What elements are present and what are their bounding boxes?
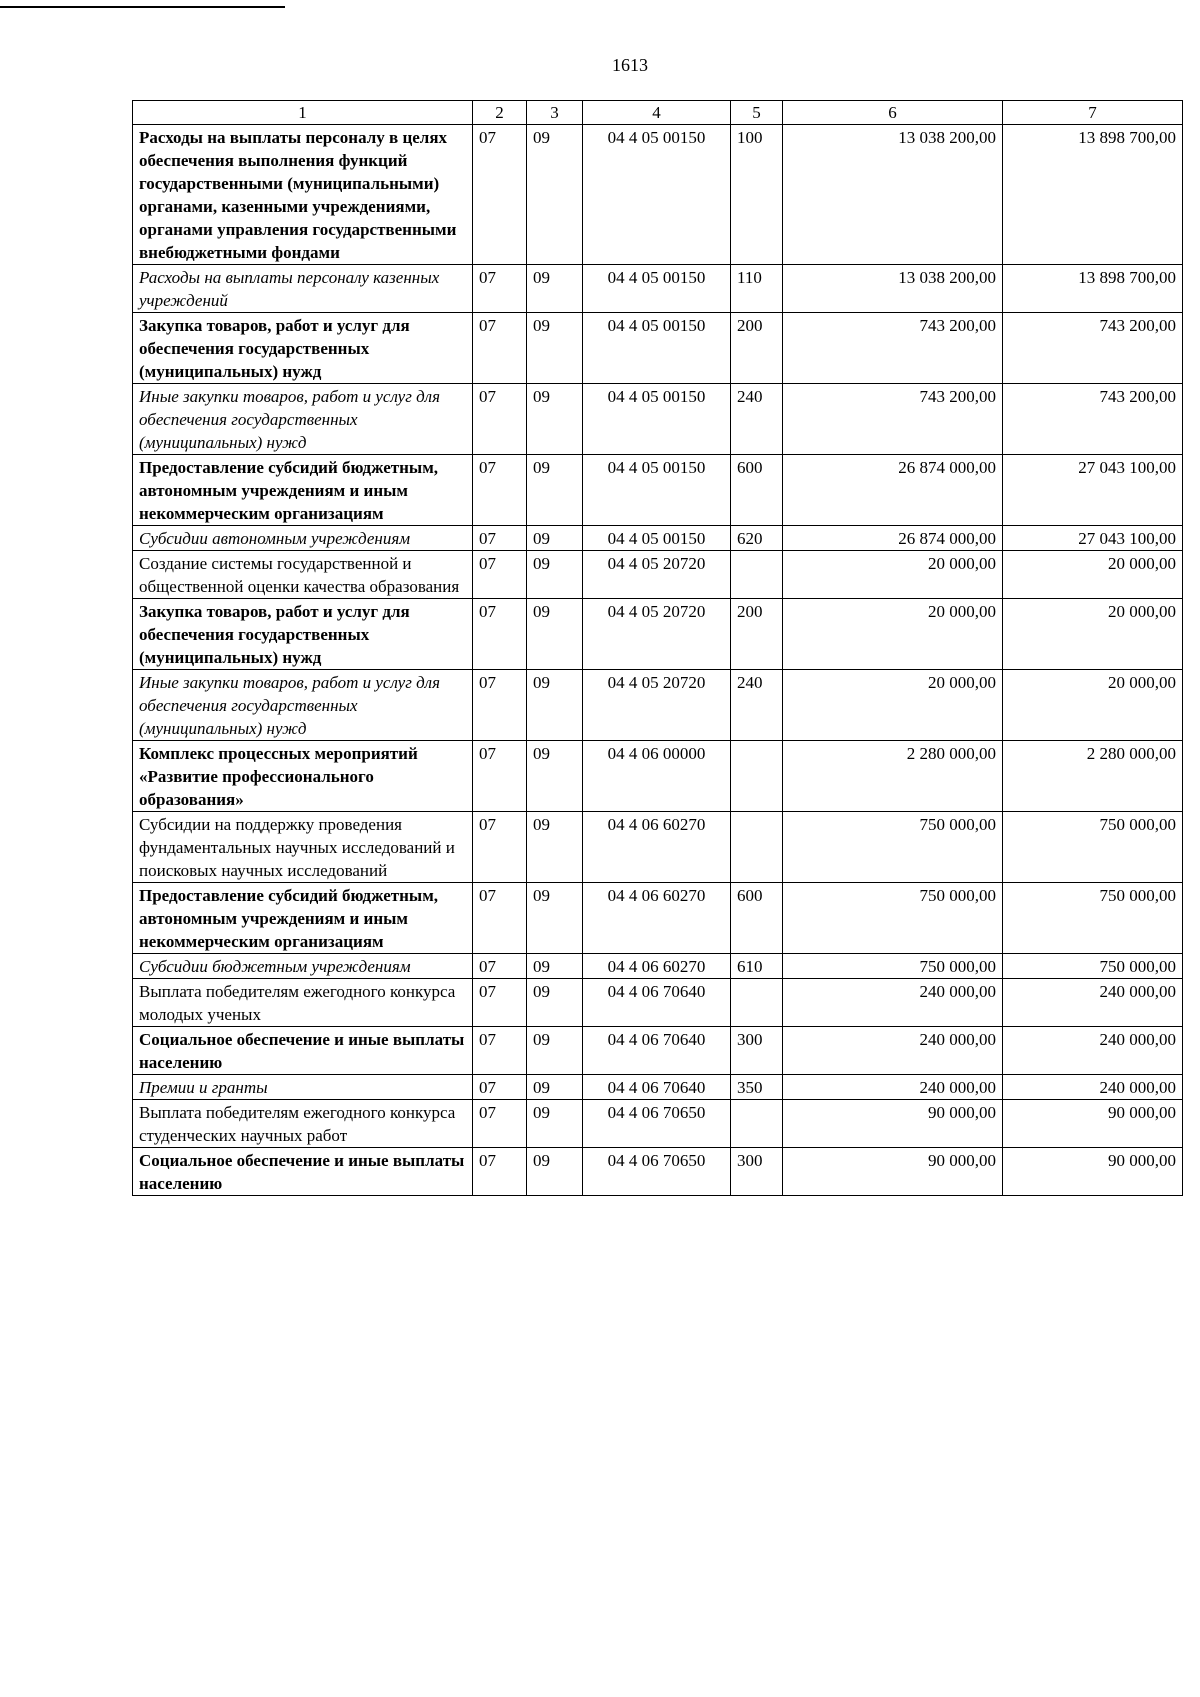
amount-year-1-cell: 750 000,00	[783, 812, 1003, 883]
section-code-cell: 07	[473, 455, 527, 526]
item-name-cell: Предоставление субсидий бюджетным, автономным учреждениям и иным некоммерческим организациям	[133, 883, 473, 954]
table-row	[133, 670, 1183, 741]
expense-type-cell: 240	[731, 384, 783, 455]
table-row	[133, 812, 1183, 883]
subsection-code-cell: 09	[527, 741, 583, 812]
item-name-cell: Субсидии бюджетным учреждениям	[133, 954, 473, 979]
target-article-cell: 04 4 06 00000	[583, 741, 731, 812]
section-code-cell: 07	[473, 883, 527, 954]
amount-year-2-cell: 743 200,00	[1003, 384, 1183, 455]
amount-year-2-cell: 27 043 100,00	[1003, 526, 1183, 551]
amount-year-1-cell: 13 038 200,00	[783, 125, 1003, 265]
expense-type-cell: 100	[731, 125, 783, 265]
header-cell-2: 2	[473, 101, 527, 125]
section-code-cell: 07	[473, 384, 527, 455]
section-code-cell: 07	[473, 313, 527, 384]
table-row	[133, 979, 1183, 1027]
header-cell-6: 6	[783, 101, 1003, 125]
amount-year-1-cell: 90 000,00	[783, 1148, 1003, 1196]
expense-type-cell: 110	[731, 265, 783, 313]
target-article-cell: 04 4 06 60270	[583, 812, 731, 883]
target-article-cell: 04 4 05 00150	[583, 265, 731, 313]
table-row	[133, 599, 1183, 670]
amount-year-1-cell: 20 000,00	[783, 599, 1003, 670]
amount-year-1-cell: 240 000,00	[783, 1075, 1003, 1100]
section-code-cell: 07	[473, 1148, 527, 1196]
subsection-code-cell: 09	[527, 265, 583, 313]
section-code-cell: 07	[473, 1075, 527, 1100]
target-article-cell: 04 4 05 20720	[583, 599, 731, 670]
amount-year-1-cell: 20 000,00	[783, 551, 1003, 599]
table-row	[133, 1075, 1183, 1100]
expense-type-cell: 350	[731, 1075, 783, 1100]
amount-year-2-cell: 27 043 100,00	[1003, 455, 1183, 526]
section-code-cell: 07	[473, 599, 527, 670]
amount-year-1-cell: 240 000,00	[783, 979, 1003, 1027]
amount-year-2-cell: 750 000,00	[1003, 883, 1183, 954]
amount-year-2-cell: 2 280 000,00	[1003, 741, 1183, 812]
section-code-cell: 07	[473, 125, 527, 265]
item-name-cell: Расходы на выплаты персоналу в целях обеспечения выполнения функций государственными (муниципальными) органами, казенными учреждениями, органами управления государственными внебюджетными фондами	[133, 125, 473, 265]
amount-year-2-cell: 750 000,00	[1003, 812, 1183, 883]
table-row	[133, 883, 1183, 954]
subsection-code-cell: 09	[527, 313, 583, 384]
item-name-cell: Выплата победителям ежегодного конкурса студенческих научных работ	[133, 1100, 473, 1148]
amount-year-2-cell: 743 200,00	[1003, 313, 1183, 384]
header-cell-4: 4	[583, 101, 731, 125]
table-header-row	[133, 101, 1183, 125]
amount-year-2-cell: 240 000,00	[1003, 979, 1183, 1027]
section-code-cell: 07	[473, 741, 527, 812]
item-name-cell: Закупка товаров, работ и услуг для обеспечения государственных (муниципальных) нужд	[133, 599, 473, 670]
subsection-code-cell: 09	[527, 1027, 583, 1075]
table-row	[133, 384, 1183, 455]
item-name-cell: Расходы на выплаты персоналу казенных учреждений	[133, 265, 473, 313]
target-article-cell: 04 4 06 60270	[583, 883, 731, 954]
budget-table	[132, 100, 1183, 1196]
table-row	[133, 1027, 1183, 1075]
header-cell-7: 7	[1003, 101, 1183, 125]
amount-year-1-cell: 743 200,00	[783, 384, 1003, 455]
header-cell-5: 5	[731, 101, 783, 125]
item-name-cell: Выплата победителям ежегодного конкурса молодых ученых	[133, 979, 473, 1027]
subsection-code-cell: 09	[527, 979, 583, 1027]
expense-type-cell	[731, 741, 783, 812]
item-name-cell: Субсидии автономным учреждениям	[133, 526, 473, 551]
expense-type-cell: 300	[731, 1027, 783, 1075]
target-article-cell: 04 4 05 00150	[583, 313, 731, 384]
subsection-code-cell: 09	[527, 384, 583, 455]
section-code-cell: 07	[473, 954, 527, 979]
amount-year-1-cell: 26 874 000,00	[783, 526, 1003, 551]
top-edge-line	[0, 6, 285, 8]
amount-year-1-cell: 2 280 000,00	[783, 741, 1003, 812]
table-row	[133, 265, 1183, 313]
subsection-code-cell: 09	[527, 812, 583, 883]
subsection-code-cell: 09	[527, 125, 583, 265]
subsection-code-cell: 09	[527, 599, 583, 670]
amount-year-1-cell: 240 000,00	[783, 1027, 1003, 1075]
amount-year-1-cell: 750 000,00	[783, 954, 1003, 979]
subsection-code-cell: 09	[527, 883, 583, 954]
target-article-cell: 04 4 06 70640	[583, 1075, 731, 1100]
target-article-cell: 04 4 06 70640	[583, 979, 731, 1027]
page-number: 1613	[612, 55, 648, 75]
amount-year-2-cell: 20 000,00	[1003, 599, 1183, 670]
amount-year-2-cell: 20 000,00	[1003, 670, 1183, 741]
subsection-code-cell: 09	[527, 526, 583, 551]
section-code-cell: 07	[473, 551, 527, 599]
expense-type-cell: 600	[731, 883, 783, 954]
target-article-cell: 04 4 06 60270	[583, 954, 731, 979]
header-cell-3: 3	[527, 101, 583, 125]
section-code-cell: 07	[473, 1027, 527, 1075]
table-row	[133, 741, 1183, 812]
item-name-cell: Закупка товаров, работ и услуг для обеспечения государственных (муниципальных) нужд	[133, 313, 473, 384]
table-row	[133, 551, 1183, 599]
item-name-cell: Социальное обеспечение и иные выплаты населению	[133, 1027, 473, 1075]
expense-type-cell	[731, 812, 783, 883]
amount-year-1-cell: 13 038 200,00	[783, 265, 1003, 313]
expense-type-cell: 610	[731, 954, 783, 979]
amount-year-1-cell: 20 000,00	[783, 670, 1003, 741]
target-article-cell: 04 4 05 00150	[583, 125, 731, 265]
section-code-cell: 07	[473, 979, 527, 1027]
item-name-cell: Комплекс процессных мероприятий «Развитие профессионального образования»	[133, 741, 473, 812]
item-name-cell: Иные закупки товаров, работ и услуг для обеспечения государственных (муниципальных) нужд	[133, 384, 473, 455]
item-name-cell: Субсидии на поддержку проведения фундаментальных научных исследований и поисковых научных исследований	[133, 812, 473, 883]
section-code-cell: 07	[473, 812, 527, 883]
target-article-cell: 04 4 06 70650	[583, 1100, 731, 1148]
amount-year-2-cell: 750 000,00	[1003, 954, 1183, 979]
amount-year-2-cell: 90 000,00	[1003, 1100, 1183, 1148]
amount-year-2-cell: 13 898 700,00	[1003, 265, 1183, 313]
expense-type-cell: 200	[731, 599, 783, 670]
subsection-code-cell: 09	[527, 455, 583, 526]
table-row	[133, 1100, 1183, 1148]
expense-type-cell: 620	[731, 526, 783, 551]
subsection-code-cell: 09	[527, 1100, 583, 1148]
section-code-cell: 07	[473, 526, 527, 551]
expense-type-cell: 200	[731, 313, 783, 384]
expense-type-cell: 600	[731, 455, 783, 526]
item-name-cell: Социальное обеспечение и иные выплаты населению	[133, 1148, 473, 1196]
amount-year-2-cell: 240 000,00	[1003, 1027, 1183, 1075]
item-name-cell: Премии и гранты	[133, 1075, 473, 1100]
amount-year-1-cell: 750 000,00	[783, 883, 1003, 954]
subsection-code-cell: 09	[527, 1148, 583, 1196]
table-row	[133, 455, 1183, 526]
table-row	[133, 1148, 1183, 1196]
amount-year-2-cell: 240 000,00	[1003, 1075, 1183, 1100]
expense-type-cell	[731, 551, 783, 599]
header-cell-1: 1	[133, 101, 473, 125]
table-row	[133, 125, 1183, 265]
item-name-cell: Предоставление субсидий бюджетным, автономным учреждениям и иным некоммерческим организациям	[133, 455, 473, 526]
amount-year-1-cell: 90 000,00	[783, 1100, 1003, 1148]
subsection-code-cell: 09	[527, 551, 583, 599]
target-article-cell: 04 4 06 70650	[583, 1148, 731, 1196]
amount-year-2-cell: 13 898 700,00	[1003, 125, 1183, 265]
amount-year-1-cell: 743 200,00	[783, 313, 1003, 384]
expense-type-cell	[731, 1100, 783, 1148]
table-row	[133, 313, 1183, 384]
target-article-cell: 04 4 05 00150	[583, 384, 731, 455]
table-row	[133, 526, 1183, 551]
table-row	[133, 954, 1183, 979]
subsection-code-cell: 09	[527, 954, 583, 979]
target-article-cell: 04 4 05 20720	[583, 551, 731, 599]
expense-type-cell: 300	[731, 1148, 783, 1196]
target-article-cell: 04 4 05 00150	[583, 455, 731, 526]
subsection-code-cell: 09	[527, 1075, 583, 1100]
expense-type-cell: 240	[731, 670, 783, 741]
target-article-cell: 04 4 06 70640	[583, 1027, 731, 1075]
amount-year-1-cell: 26 874 000,00	[783, 455, 1003, 526]
target-article-cell: 04 4 05 00150	[583, 526, 731, 551]
subsection-code-cell: 09	[527, 670, 583, 741]
section-code-cell: 07	[473, 670, 527, 741]
amount-year-2-cell: 90 000,00	[1003, 1148, 1183, 1196]
section-code-cell: 07	[473, 1100, 527, 1148]
expense-type-cell	[731, 979, 783, 1027]
section-code-cell: 07	[473, 265, 527, 313]
target-article-cell: 04 4 05 20720	[583, 670, 731, 741]
item-name-cell: Иные закупки товаров, работ и услуг для обеспечения государственных (муниципальных) нужд	[133, 670, 473, 741]
amount-year-2-cell: 20 000,00	[1003, 551, 1183, 599]
item-name-cell: Создание системы государственной и общественной оценки качества образования	[133, 551, 473, 599]
